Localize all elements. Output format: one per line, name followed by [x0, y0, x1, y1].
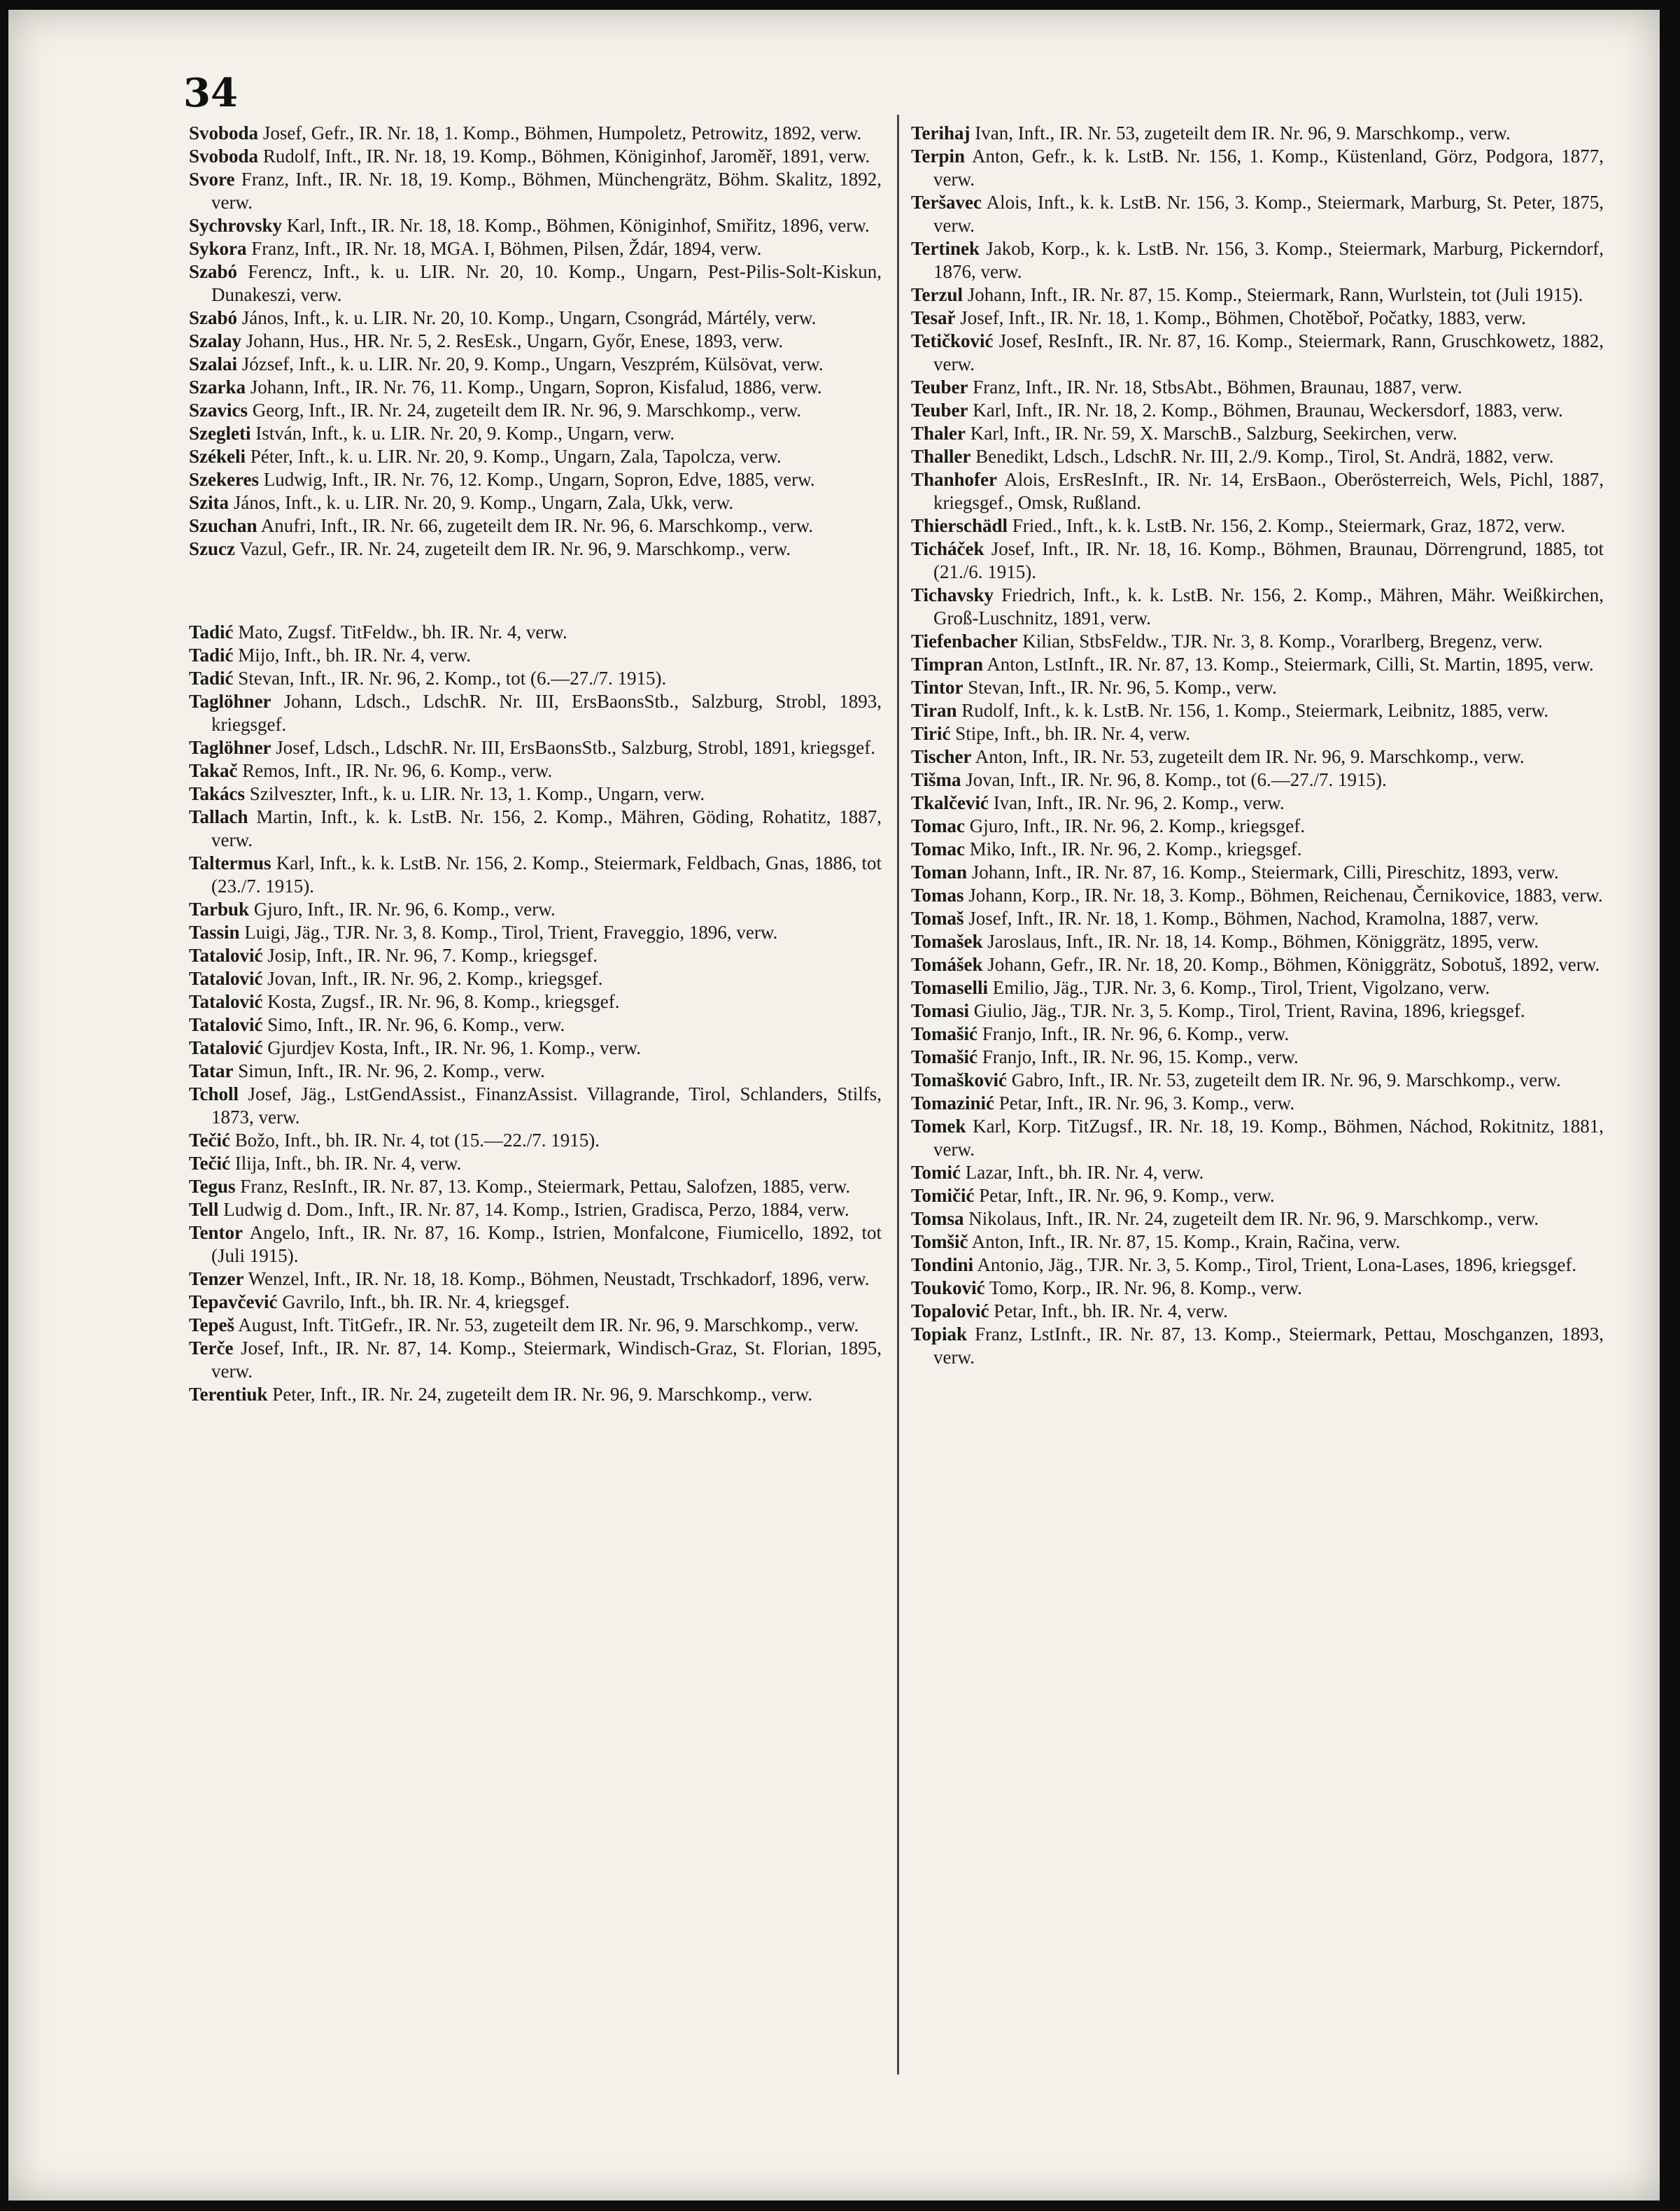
- entry-details: Johann, Hus., HR. Nr. 5, 2. ResEsk., Ungarn, Győr, Enese, 1893, verw.: [241, 330, 784, 351]
- list-item: [911, 307, 1604, 330]
- entry-details: János, Inft., k. u. LIR. Nr. 20, 9. Komp., Ungarn, Zala, Ukk, verw.: [229, 492, 734, 513]
- entry-details: Rudolf, Inft., IR. Nr. 18, 19. Komp., Böhmen, Königinhof, Jaroměř, 1891, verw.: [258, 146, 870, 167]
- entry-surname: Tassin: [189, 922, 240, 943]
- list-item: [189, 237, 882, 260]
- list-item: [911, 838, 1604, 861]
- scanned-page: [8, 10, 1660, 2201]
- entry-surname: Tišma: [911, 769, 961, 790]
- entry-surname: Ticháček: [911, 538, 984, 559]
- entry-surname: Tomašić: [911, 1046, 978, 1067]
- entry-details: Ludwig, Inft., IR. Nr. 76, 12. Komp., Ungarn, Sopron, Edve, 1885, verw.: [258, 469, 815, 490]
- list-item: [189, 1268, 882, 1291]
- list-item: [189, 782, 882, 806]
- entry-details: Karl, Inft., IR. Nr. 59, X. MarschB., Salzburg, Seekirchen, verw.: [966, 423, 1457, 444]
- entry-surname: Tetičković: [911, 330, 994, 351]
- entry-details: Karl, Inft., IR. Nr. 18, 2. Komp., Böhmen, Braunau, Weckersdorf, 1883, verw.: [968, 400, 1563, 421]
- entry-surname: Tomas: [911, 885, 964, 906]
- entry-details: Antonio, Jäg., TJR. Nr. 3, 5. Komp., Tirol, Trient, Lona-Lases, 1896, kriegsgef.: [973, 1254, 1577, 1275]
- list-item: [911, 861, 1604, 884]
- entry-surname: Tomášek: [911, 954, 983, 975]
- entry-surname: Tadić: [189, 645, 234, 666]
- entry-surname: Tomaš: [911, 908, 964, 929]
- entry-details: Rudolf, Inft., k. k. LstB. Nr. 156, 1. Komp., Steiermark, Leibnitz, 1885, verw.: [957, 700, 1549, 721]
- entry-details: Božo, Inft., bh. IR. Nr. 4, tot (15.—22./7. 1915).: [230, 1130, 600, 1151]
- list-item: [911, 145, 1604, 191]
- entry-surname: Terentiuk: [189, 1384, 268, 1405]
- entry-surname: Topalović: [911, 1300, 989, 1321]
- entry-surname: Takač: [189, 760, 238, 781]
- entry-details: Péter, Inft., k. u. LIR. Nr. 20, 9. Komp., Ungarn, Zala, Tapolcza, verw.: [246, 446, 782, 467]
- entry-details: Peter, Inft., IR. Nr. 24, zugeteilt dem IR. Nr. 96, 9. Marschkomp., verw.: [267, 1384, 813, 1405]
- list-item: [189, 990, 882, 1013]
- list-item: [911, 1161, 1604, 1184]
- entry-details: Franz, Inft., IR. Nr. 18, MGA. I, Böhmen, Pilsen, Ždár, 1894, verw.: [246, 238, 762, 259]
- list-item: [189, 898, 882, 921]
- entry-details: Simun, Inft., IR. Nr. 96, 2. Komp., verw.: [233, 1060, 545, 1081]
- entry-details: Ludwig d. Dom., Inft., IR. Nr. 87, 14. Komp., Istrien, Gradisca, Perzo, 1884, verw.: [218, 1199, 849, 1220]
- list-item: [911, 1069, 1604, 1092]
- entry-details: Luigi, Jäg., TJR. Nr. 3, 8. Komp., Tirol, Trient, Fraveggio, 1896, verw.: [239, 922, 778, 943]
- entry-details: Miko, Inft., IR. Nr. 96, 2. Komp., kriegsgef.: [965, 838, 1302, 859]
- left-column: [189, 122, 882, 1406]
- list-item: [911, 953, 1604, 976]
- entry-surname: Tomašković: [911, 1069, 1008, 1090]
- entry-details: Stipe, Inft., bh. IR. Nr. 4, verw.: [950, 723, 1190, 744]
- entry-surname: Thaller: [911, 446, 971, 467]
- list-item: [189, 1337, 882, 1383]
- entry-details: Tomo, Korp., IR. Nr. 96, 8. Komp., verw.: [984, 1277, 1302, 1298]
- list-item: [911, 376, 1604, 399]
- entry-details: Remos, Inft., IR. Nr. 96, 6. Komp., verw.: [237, 760, 553, 781]
- entry-details: Jaroslaus, Inft., IR. Nr. 18, 14. Komp., Böhmen, Königgrätz, 1895, verw.: [982, 931, 1539, 952]
- entry-details: József, Inft., k. u. LIR. Nr. 20, 9. Komp., Ungarn, Veszprém, Külsövat, verw.: [237, 353, 824, 374]
- list-item: [911, 1323, 1604, 1369]
- list-item: [911, 907, 1604, 930]
- entry-details: Josip, Inft., IR. Nr. 96, 7. Komp., kriegsgef.: [262, 945, 598, 966]
- list-item: [189, 538, 882, 561]
- entry-surname: Teršavec: [911, 192, 982, 213]
- entry-surname: Terče: [189, 1338, 234, 1359]
- list-item: [189, 759, 882, 782]
- list-item: [189, 330, 882, 353]
- list-item: [911, 538, 1604, 584]
- entry-details: Johann, Inft., IR. Nr. 76, 11. Komp., Ungarn, Sopron, Kisfalud, 1886, verw.: [246, 377, 822, 398]
- entry-surname: Tečić: [189, 1153, 230, 1174]
- list-item: [189, 1037, 882, 1060]
- list-item: [189, 353, 882, 376]
- entry-surname: Tomazinić: [911, 1093, 995, 1114]
- list-item: [911, 976, 1604, 999]
- entry-surname: Tell: [189, 1199, 219, 1220]
- entry-details: Ivan, Inft., IR. Nr. 53, zugeteilt dem IR. Nr. 96, 9. Marschkomp., verw.: [970, 122, 1511, 143]
- list-item: [189, 1060, 882, 1083]
- entry-details: Mijo, Inft., bh. IR. Nr. 4, verw.: [233, 645, 472, 666]
- list-item: [911, 1092, 1604, 1115]
- entry-surname: Teuber: [911, 377, 968, 398]
- entry-details: Anton, Inft., IR. Nr. 53, zugeteilt dem IR. Nr. 96, 9. Marschkomp., verw.: [971, 746, 1525, 767]
- entry-surname: Szekeres: [189, 469, 259, 490]
- entry-surname: Sykora: [189, 238, 247, 259]
- entry-details: Franz, Inft., IR. Nr. 18, 19. Komp., Böhmen, Münchengrätz, Böhm. Skalitz, 1892, verw.: [211, 169, 882, 213]
- list-item: [911, 745, 1604, 768]
- list-item: [911, 630, 1604, 653]
- page-number: 34: [183, 70, 238, 116]
- entry-details: Anton, LstInft., IR. Nr. 87, 13. Komp., Steiermark, Cilli, St. Martin, 1895, verw.: [983, 654, 1594, 675]
- entry-surname: Tepavčević: [189, 1291, 278, 1312]
- list-item: [911, 676, 1604, 699]
- entry-surname: Tomasi: [911, 1000, 970, 1021]
- list-item: [911, 815, 1604, 838]
- entry-surname: Tintor: [911, 677, 963, 698]
- entry-surname: Svoboda: [189, 122, 259, 143]
- list-item: [911, 422, 1604, 445]
- list-item: [189, 145, 882, 168]
- entry-surname: Sychrovsky: [189, 215, 283, 236]
- entry-details: Gavrilo, Inft., bh. IR. Nr. 4, kriegsgef.: [277, 1291, 570, 1312]
- entry-surname: Toman: [911, 862, 968, 883]
- list-item: [189, 1291, 882, 1314]
- entry-details: Jovan, Inft., IR. Nr. 96, 8. Komp., tot (6.—27./7. 1915).: [961, 769, 1387, 790]
- list-item: [189, 422, 882, 445]
- entry-surname: Tatalović: [189, 1037, 263, 1058]
- entry-surname: Tarbuk: [189, 899, 250, 920]
- entry-details: Stevan, Inft., IR. Nr. 96, 2. Komp., tot (6.—27./7. 1915).: [233, 668, 667, 689]
- list-item: [189, 921, 882, 944]
- entry-details: Alois, ErsResInft., IR. Nr. 14, ErsBaon., Oberösterreich, Wels, Pichl, 1887, kriegsgef., Omsk, Rußland.: [933, 469, 1604, 513]
- list-item: [911, 1046, 1604, 1069]
- list-item: [911, 1115, 1604, 1161]
- entry-details: István, Inft., k. u. LIR. Nr. 20, 9. Komp., Ungarn, verw.: [250, 423, 675, 444]
- entry-details: Petar, Inft., IR. Nr. 96, 9. Komp., verw.: [974, 1185, 1275, 1206]
- entry-details: Johann, Ldsch., LdschR. Nr. III, ErsBaonsStb., Salzburg, Strobl, 1893, kriegsgef.: [211, 691, 882, 735]
- entry-surname: Tomašić: [911, 1023, 978, 1044]
- entry-details: Ferencz, Inft., k. u. LIR. Nr. 20, 10. Komp., Ungarn, Pest-Pilis-Solt-Kiskun, Dunakeszi, verw.: [211, 261, 882, 305]
- list-item: [911, 1277, 1604, 1300]
- entry-details: Franz, ResInft., IR. Nr. 87, 13. Komp., Steiermark, Pettau, Salofzen, 1885, verw.: [235, 1176, 851, 1197]
- entry-surname: Terzul: [911, 284, 963, 305]
- entry-surname: Székeli: [189, 446, 246, 467]
- entry-details: Johann, Gefr., IR. Nr. 18, 20. Komp., Böhmen, Königgrätz, Sobotuš, 1892, verw.: [982, 954, 1600, 975]
- entry-details: Anton, Gefr., k. k. LstB. Nr. 156, 1. Komp., Küstenland, Görz, Podgora, 1877, verw.: [933, 146, 1604, 190]
- list-item: [911, 1300, 1604, 1323]
- entry-details: Alois, Inft., k. k. LstB. Nr. 156, 3. Komp., Steiermark, Marburg, St. Peter, 1875, verw.: [933, 192, 1604, 236]
- entry-surname: Terihaj: [911, 122, 970, 143]
- entry-details: Ivan, Inft., IR. Nr. 96, 2. Komp., verw.: [988, 792, 1285, 813]
- entry-surname: Tomsa: [911, 1208, 964, 1229]
- list-item: [911, 653, 1604, 676]
- entry-surname: Terpin: [911, 146, 966, 167]
- entry-surname: Tatalović: [189, 968, 263, 989]
- entry-surname: Tcholl: [189, 1083, 239, 1104]
- list-item: [911, 722, 1604, 745]
- list-item: [911, 930, 1604, 953]
- list-item: [189, 621, 882, 644]
- entry-surname: Tiefenbacher: [911, 631, 1018, 652]
- list-item: [189, 168, 882, 214]
- right-column: [911, 122, 1604, 1369]
- entry-details: Jakob, Korp., k. k. LstB. Nr. 156, 3. Komp., Steiermark, Marburg, Pickerndorf, 1876, verw.: [933, 238, 1604, 282]
- entry-surname: Tadić: [189, 622, 234, 643]
- list-item: [911, 283, 1604, 307]
- entry-surname: Thierschädl: [911, 515, 1008, 536]
- list-item: [189, 399, 882, 422]
- entry-details: Franz, Inft., IR. Nr. 18, StbsAbt., Böhmen, Braunau, 1887, verw.: [968, 377, 1462, 398]
- list-item: [189, 1129, 882, 1152]
- entry-surname: Topiak: [911, 1324, 968, 1345]
- list-item: [911, 1184, 1604, 1207]
- entry-surname: Touković: [911, 1277, 985, 1298]
- list-item: [189, 1314, 882, 1337]
- entry-surname: Tirić: [911, 723, 951, 744]
- list-item: [189, 376, 882, 399]
- entry-details: Kosta, Zugsf., IR. Nr. 96, 8. Komp., kriegsgef.: [262, 991, 620, 1012]
- entry-details: Mato, Zugsf. TitFeldw., bh. IR. Nr. 4, verw.: [233, 622, 567, 643]
- entry-details: Georg, Inft., IR. Nr. 24, zugeteilt dem IR. Nr. 96, 9. Marschkomp., verw.: [248, 400, 802, 421]
- entry-details: Jovan, Inft., IR. Nr. 96, 2. Komp., kriegsgef.: [262, 968, 603, 989]
- list-item: [189, 1013, 882, 1037]
- entry-surname: Tatalović: [189, 945, 263, 966]
- list-item: [189, 445, 882, 468]
- entry-details: Angelo, Inft., IR. Nr. 87, 16. Komp., Istrien, Monfalcone, Fiumicello, 1892, tot (Juli 1915).: [211, 1222, 882, 1266]
- section-gap: [189, 561, 882, 621]
- entry-surname: Tatar: [189, 1060, 234, 1081]
- entry-surname: Svoboda: [189, 146, 259, 167]
- entry-surname: Tondini: [911, 1254, 974, 1275]
- list-item: [911, 1023, 1604, 1046]
- list-item: [911, 1254, 1604, 1277]
- entry-surname: Taglöhner: [189, 691, 271, 712]
- list-item: [189, 514, 882, 538]
- entry-details: Josef, ResInft., IR. Nr. 87, 16. Komp., Steiermark, Rann, Gruschkowetz, 1882, verw.: [933, 330, 1604, 374]
- list-item: [911, 445, 1604, 468]
- list-item: [189, 260, 882, 307]
- entry-details: Lazar, Inft., bh. IR. Nr. 4, verw.: [961, 1162, 1204, 1183]
- entry-surname: Tkalčević: [911, 792, 989, 813]
- entry-details: Josef, Inft., IR. Nr. 18, 1. Komp., Böhmen, Chotěboř, Počatky, 1883, verw.: [955, 307, 1526, 328]
- entry-details: Karl, Korp. TitZugsf., IR. Nr. 18, 19. Komp., Böhmen, Náchod, Rokitnitz, 1881, verw.: [933, 1116, 1604, 1160]
- entry-details: Emilio, Jäg., TJR. Nr. 3, 6. Komp., Tirol, Trient, Vigolzano, verw.: [988, 977, 1490, 998]
- entry-surname: Takács: [189, 783, 246, 804]
- entry-details: Johann, Inft., IR. Nr. 87, 15. Komp., Steiermark, Rann, Wurlstein, tot (Juli 1915).: [963, 284, 1583, 305]
- entry-details: Friedrich, Inft., k. k. LstB. Nr. 156, 2. Komp., Mähren, Mähr. Weißkirchen, Groß-Luschnitz, 1891, verw.: [933, 584, 1604, 629]
- entry-surname: Tesař: [911, 307, 956, 328]
- list-item: [189, 214, 882, 237]
- entry-surname: Szavics: [189, 400, 248, 421]
- entry-surname: Szalai: [189, 353, 238, 374]
- entry-details: Giulio, Jäg., TJR. Nr. 3, 5. Komp., Tirol, Trient, Ravina, 1896, kriegsgef.: [969, 1000, 1525, 1021]
- entry-details: Josef, Inft., IR. Nr. 18, 1. Komp., Böhmen, Nachod, Kramolna, 1887, verw.: [963, 908, 1539, 929]
- list-item: [189, 806, 882, 852]
- entry-surname: Szabó: [189, 307, 238, 328]
- list-item: [911, 1230, 1604, 1254]
- entry-surname: Tentor: [189, 1222, 243, 1243]
- entry-details: Simo, Inft., IR. Nr. 96, 6. Komp., verw.: [262, 1014, 565, 1035]
- list-item: [911, 514, 1604, 538]
- list-item: [189, 491, 882, 514]
- entry-surname: Szabó: [189, 261, 238, 282]
- entry-surname: Szuchan: [189, 515, 257, 536]
- list-item: [911, 237, 1604, 283]
- list-item: [189, 690, 882, 736]
- entry-surname: Tallach: [189, 806, 248, 827]
- entry-surname: Szarka: [189, 377, 246, 398]
- entry-details: Johann, Inft., IR. Nr. 87, 16. Komp., Steiermark, Cilli, Pireschitz, 1893, verw.: [967, 862, 1559, 883]
- entry-details: Nikolaus, Inft., IR. Nr. 24, zugeteilt dem IR. Nr. 96, 9. Marschkomp., verw.: [963, 1208, 1539, 1229]
- entry-details: Fried., Inft., k. k. LstB. Nr. 156, 2. Komp., Steiermark, Graz, 1872, verw.: [1008, 515, 1565, 536]
- entry-details: Anufri, Inft., IR. Nr. 66, zugeteilt dem IR. Nr. 96, 6. Marschkomp., verw.: [257, 515, 814, 536]
- entry-surname: Tatalović: [189, 1014, 263, 1035]
- entry-surname: Svore: [189, 169, 235, 190]
- entry-details: Wenzel, Inft., IR. Nr. 18, 18. Komp., Böhmen, Neustadt, Trschkadorf, 1896, verw.: [243, 1268, 870, 1289]
- list-item: [911, 884, 1604, 907]
- entry-details: Gjurdjev Kosta, Inft., IR. Nr. 96, 1. Komp., verw.: [262, 1037, 641, 1058]
- list-item: [189, 1383, 882, 1406]
- entry-details: Vazul, Gefr., IR. Nr. 24, zugeteilt dem IR. Nr. 96, 9. Marschkomp., verw.: [234, 538, 791, 559]
- list-item: [911, 191, 1604, 237]
- entry-surname: Tadić: [189, 668, 234, 689]
- list-item: [911, 122, 1604, 145]
- list-item: [189, 1152, 882, 1175]
- entry-details: Josef, Ldsch., LdschR. Nr. III, ErsBaonsStb., Salzburg, Strobl, 1891, kriegsgef.: [271, 737, 875, 758]
- entry-surname: Tomičić: [911, 1185, 975, 1206]
- entry-surname: Tomac: [911, 838, 966, 859]
- list-item: [911, 399, 1604, 422]
- entry-surname: Taglöhner: [189, 737, 271, 758]
- entry-details: Martin, Inft., k. k. LstB. Nr. 156, 2. Komp., Mähren, Göding, Rohatitz, 1887, verw.: [211, 806, 882, 850]
- entry-details: Franjo, Inft., IR. Nr. 96, 6. Komp., verw.: [977, 1023, 1290, 1044]
- entry-surname: Szegleti: [189, 423, 251, 444]
- entry-details: Gjuro, Inft., IR. Nr. 96, 6. Komp., verw.: [249, 899, 556, 920]
- entry-details: Franz, LstInft., IR. Nr. 87, 13. Komp., Steiermark, Pettau, Moschganzen, 1893, verw.: [933, 1324, 1604, 1368]
- entry-details: Stevan, Inft., IR. Nr. 96, 5. Komp., verw.: [963, 677, 1277, 698]
- list-item: [911, 999, 1604, 1023]
- entry-details: Josef, Inft., IR. Nr. 18, 16. Komp., Böhmen, Braunau, Dörrengrund, 1885, tot (21./6. 1915).: [933, 538, 1604, 582]
- list-item: [189, 967, 882, 990]
- list-item: [911, 699, 1604, 722]
- list-item: [189, 644, 882, 667]
- entry-surname: Timpran: [911, 654, 984, 675]
- list-item: [911, 1207, 1604, 1230]
- entry-details: Karl, Inft., k. k. LstB. Nr. 156, 2. Komp., Steiermark, Feldbach, Gnas, 1886, tot (23./7. 1915).: [211, 852, 882, 897]
- entry-surname: Tiran: [911, 700, 957, 721]
- entry-surname: Szalay: [189, 330, 242, 351]
- entry-surname: Tischer: [911, 746, 972, 767]
- list-item: [911, 330, 1604, 376]
- entry-details: Kilian, StbsFeldw., TJR. Nr. 3, 8. Komp., Vorarlberg, Bregenz, verw.: [1017, 631, 1543, 652]
- list-item: [189, 1175, 882, 1198]
- entry-surname: Szita: [189, 492, 229, 513]
- list-item: [911, 768, 1604, 792]
- list-item: [189, 1198, 882, 1221]
- entry-details: Josef, Jäg., LstGendAssist., FinanzAssist. Villagrande, Tirol, Schlanders, Stilfs, 1873, verw.: [211, 1083, 882, 1128]
- entry-surname: Tečić: [189, 1130, 230, 1151]
- entry-details: Franjo, Inft., IR. Nr. 96, 15. Komp., verw.: [977, 1046, 1299, 1067]
- entry-surname: Szucz: [189, 538, 235, 559]
- entry-surname: Tegus: [189, 1176, 236, 1197]
- entry-details: August, Inft. TitGefr., IR. Nr. 53, zugeteilt dem IR. Nr. 96, 9. Marschkomp., verw.: [234, 1314, 859, 1335]
- entry-surname: Teuber: [911, 400, 968, 421]
- entry-details: Karl, Inft., IR. Nr. 18, 18. Komp., Böhmen, Königinhof, Smiřitz, 1896, verw.: [282, 215, 870, 236]
- entry-details: Johann, Korp., IR. Nr. 18, 3. Komp., Böhmen, Reichenau, Černikovice, 1883, verw.: [963, 885, 1603, 906]
- entry-surname: Tomić: [911, 1162, 961, 1183]
- entry-details: Petar, Inft., bh. IR. Nr. 4, verw.: [989, 1300, 1228, 1321]
- list-item: [189, 1221, 882, 1268]
- entry-surname: Tertinek: [911, 238, 980, 259]
- list-item: [911, 792, 1604, 815]
- column-divider: [897, 115, 899, 2075]
- entry-details: Gjuro, Inft., IR. Nr. 96, 2. Komp., kriegsgef.: [965, 815, 1305, 836]
- entry-surname: Tomšič: [911, 1231, 968, 1252]
- entry-details: Josef, Gefr., IR. Nr. 18, 1. Komp., Böhmen, Humpoletz, Petrowitz, 1892, verw.: [258, 122, 862, 143]
- list-item: [189, 307, 882, 330]
- entry-details: János, Inft., k. u. LIR. Nr. 20, 10. Komp., Ungarn, Csongrád, Mártély, verw.: [237, 307, 817, 328]
- entry-surname: Tatalović: [189, 991, 263, 1012]
- list-item: [189, 736, 882, 759]
- entry-surname: Tomašek: [911, 931, 983, 952]
- entry-details: Josef, Inft., IR. Nr. 87, 14. Komp., Steiermark, Windisch-Graz, St. Florian, 1895, verw.: [211, 1338, 882, 1382]
- list-item: [911, 584, 1604, 630]
- list-item: [189, 667, 882, 690]
- entry-surname: Thanhofer: [911, 469, 998, 490]
- entry-details: Petar, Inft., IR. Nr. 96, 3. Komp., verw.: [994, 1093, 1295, 1114]
- list-item: [189, 944, 882, 967]
- list-item: [189, 852, 882, 898]
- entry-surname: Tomek: [911, 1116, 966, 1137]
- entry-surname: Taltermus: [189, 852, 271, 873]
- entry-details: Anton, Inft., IR. Nr. 87, 15. Komp., Krain, Račina, verw.: [968, 1231, 1401, 1252]
- entry-surname: Tomaselli: [911, 977, 989, 998]
- entry-details: Szilveszter, Inft., k. u. LIR. Nr. 13, 1. Komp., Ungarn, verw.: [245, 783, 705, 804]
- entry-surname: Tichavsky: [911, 584, 994, 605]
- list-item: [189, 468, 882, 491]
- entry-details: Gabro, Inft., IR. Nr. 53, zugeteilt dem IR. Nr. 96, 9. Marschkomp., verw.: [1007, 1069, 1561, 1090]
- list-item: [189, 1083, 882, 1129]
- entry-surname: Tomac: [911, 815, 966, 836]
- entry-surname: Tepeš: [189, 1314, 235, 1335]
- entry-surname: Thaler: [911, 423, 966, 444]
- entry-details: Benedikt, Ldsch., LdschR. Nr. III, 2./9. Komp., Tirol, St. Andrä, 1882, verw.: [970, 446, 1554, 467]
- list-item: [911, 468, 1604, 514]
- entry-surname: Tenzer: [189, 1268, 244, 1289]
- list-item: [189, 122, 882, 145]
- entry-details: Ilija, Inft., bh. IR. Nr. 4, verw.: [230, 1153, 462, 1174]
